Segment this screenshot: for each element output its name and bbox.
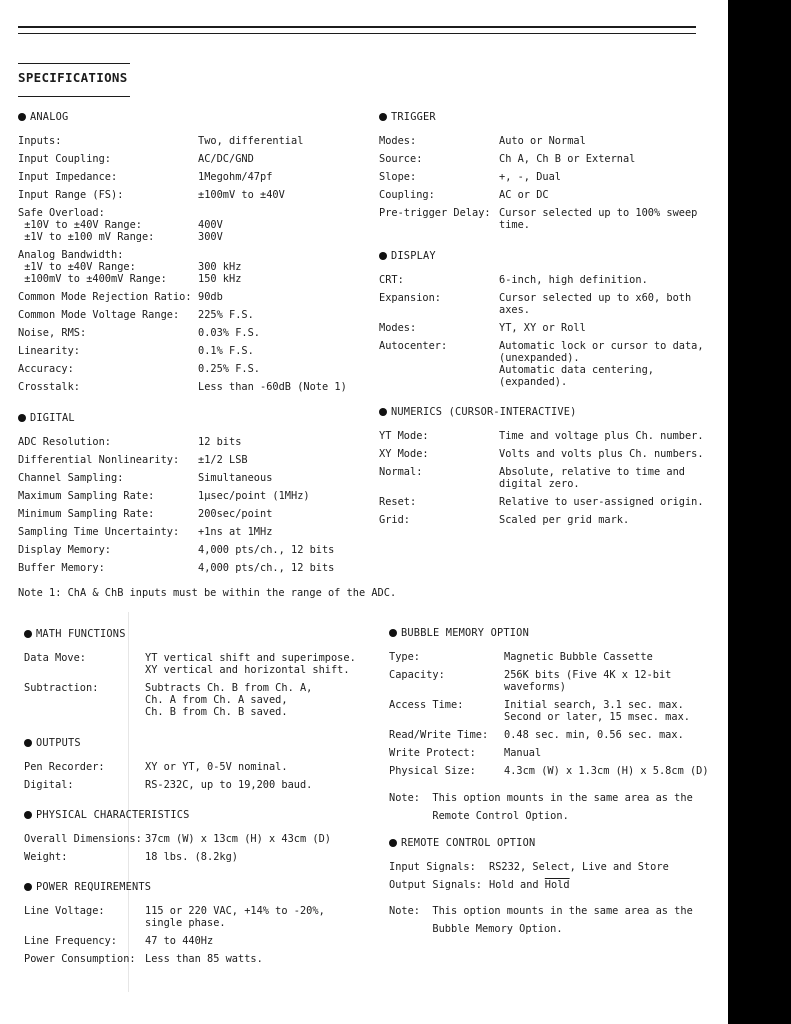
bullet-icon bbox=[24, 630, 32, 638]
bullet-icon bbox=[24, 811, 32, 819]
hold-overline-text: Hold bbox=[544, 879, 570, 891]
spec-label: Common Mode Voltage Range: bbox=[18, 309, 180, 321]
spec-value: 225% F.S. bbox=[198, 309, 254, 321]
spec-row bbox=[379, 171, 697, 183]
analog-heading: ANALOG bbox=[18, 108, 347, 126]
spec-value: 0.48 sec. min, 0.56 sec. max. bbox=[504, 729, 684, 741]
spec-value: 0.03% F.S. bbox=[198, 327, 260, 339]
spec-label: Differential Nonlinearity: bbox=[18, 454, 180, 466]
spec-row bbox=[379, 340, 704, 388]
spec-row bbox=[379, 135, 697, 147]
outputs-rows bbox=[24, 761, 312, 791]
spec-label: Source: bbox=[379, 153, 423, 165]
spec-value: Ch A, Ch B or External bbox=[499, 153, 636, 165]
remote-note: Note: This option mounts in the same area as the Bubble Memory Option. bbox=[389, 905, 693, 935]
spec-value: Absolute, relative to time and digital zero. bbox=[499, 466, 685, 490]
bubble-section bbox=[389, 624, 709, 783]
trigger-heading: TRIGGER bbox=[379, 108, 697, 126]
spec-label: Modes: bbox=[379, 135, 417, 147]
spec-row bbox=[18, 327, 347, 339]
spec-row bbox=[389, 861, 669, 873]
math-rows bbox=[24, 652, 356, 718]
top-rule bbox=[18, 26, 696, 28]
spec-label: Input Coupling: bbox=[18, 153, 111, 165]
bullet-icon bbox=[379, 408, 387, 416]
spec-value: Volts and volts plus Ch. numbers. bbox=[499, 448, 704, 460]
spec-row bbox=[379, 292, 704, 316]
spec-value: 0.25% F.S. bbox=[198, 363, 260, 375]
spec-value: 90db bbox=[198, 291, 223, 303]
spec-label: Input Impedance: bbox=[18, 171, 118, 183]
spec-row bbox=[389, 747, 709, 759]
spec-label: Normal: bbox=[379, 466, 423, 478]
spec-value: Two, differential bbox=[198, 135, 304, 147]
spec-row bbox=[18, 309, 347, 321]
spec-label: Sampling Time Uncertainty: bbox=[18, 526, 180, 538]
spec-row bbox=[24, 905, 325, 929]
spec-label: Noise, RMS: bbox=[18, 327, 87, 339]
spec-label: Power Consumption: bbox=[24, 953, 136, 965]
spec-value: AC/DC/GND bbox=[198, 153, 254, 165]
spec-row bbox=[18, 490, 334, 502]
spec-value: Cursor selected up to 100% sweep time. bbox=[499, 207, 698, 231]
spec-label: Slope: bbox=[379, 171, 417, 183]
spec-row bbox=[18, 171, 347, 183]
spec-label: Weight: bbox=[24, 851, 68, 863]
spec-label: Linearity: bbox=[18, 345, 80, 357]
spec-value: ±1/2 LSB bbox=[198, 454, 248, 466]
spec-label: Pen Recorder: bbox=[24, 761, 105, 773]
outputs-heading: OUTPUTS bbox=[24, 734, 312, 752]
analog-section bbox=[18, 108, 347, 399]
remote-heading: REMOTE CONTROL OPTION bbox=[389, 834, 669, 852]
spec-label: Line Voltage: bbox=[24, 905, 105, 917]
spec-value: Less than -60dB (Note 1) bbox=[198, 381, 347, 393]
spec-label: XY Mode: bbox=[379, 448, 429, 460]
spec-label: Input Signals: bbox=[389, 861, 476, 873]
spec-label: CRT: bbox=[379, 274, 404, 286]
remote-rows bbox=[389, 861, 669, 891]
spec-row bbox=[18, 291, 347, 303]
spec-label: Inputs: bbox=[18, 135, 62, 147]
spec-row bbox=[18, 472, 334, 484]
remote-section bbox=[389, 834, 669, 897]
spec-row bbox=[18, 526, 334, 538]
math-section bbox=[24, 625, 356, 724]
spec-value: 37cm (W) x 13cm (H) x 43cm (D) bbox=[145, 833, 331, 845]
bullet-icon bbox=[18, 113, 26, 121]
spec-value: Magnetic Bubble Cassette bbox=[504, 651, 653, 663]
bullet-icon bbox=[24, 883, 32, 891]
spec-label: Read/Write Time: bbox=[389, 729, 489, 741]
top-rule-inner bbox=[18, 33, 696, 34]
spec-value: Time and voltage plus Ch. number. bbox=[499, 430, 704, 442]
spec-value: Scaled per grid mark. bbox=[499, 514, 630, 526]
bullet-icon bbox=[379, 113, 387, 121]
spec-row bbox=[379, 189, 697, 201]
spec-row bbox=[389, 699, 709, 723]
spec-label: YT Mode: bbox=[379, 430, 429, 442]
bubble-rows bbox=[389, 651, 709, 777]
spec-label: Safe Overload: ±10V to ±40V Range: ±1V to ±100 mV Range: bbox=[18, 207, 155, 243]
bullet-icon bbox=[389, 839, 397, 847]
spec-row bbox=[18, 189, 347, 201]
spec-row bbox=[18, 135, 347, 147]
spec-value: XY or YT, 0-5V nominal. bbox=[145, 761, 288, 773]
digital-rows bbox=[18, 436, 334, 574]
display-rows bbox=[379, 274, 704, 388]
spec-row bbox=[389, 879, 669, 891]
spec-row bbox=[379, 496, 704, 508]
display-section bbox=[379, 247, 704, 394]
spec-row bbox=[24, 652, 356, 676]
bubble-heading: BUBBLE MEMORY OPTION bbox=[389, 624, 709, 642]
spec-row bbox=[389, 669, 709, 693]
spec-value: AC or DC bbox=[499, 189, 549, 201]
analog-rows bbox=[18, 135, 347, 393]
physical-rows bbox=[24, 833, 331, 863]
spec-row bbox=[18, 544, 334, 556]
spec-label: Expansion: bbox=[379, 292, 441, 304]
spec-value: 1µsec/point (1MHz) bbox=[198, 490, 310, 502]
spec-row bbox=[18, 207, 347, 243]
bubble-note: Note: This option mounts in the same area as the Remote Control Option. bbox=[389, 792, 693, 822]
trigger-section bbox=[379, 108, 697, 237]
bullet-icon bbox=[24, 739, 32, 747]
power-heading: POWER REQUIREMENTS bbox=[24, 878, 325, 896]
spec-label: Channel Sampling: bbox=[18, 472, 124, 484]
spec-value: Manual bbox=[504, 747, 542, 759]
numerics-heading: NUMERICS (CURSOR-INTERACTIVE) bbox=[379, 403, 704, 421]
spec-value: Auto or Normal bbox=[499, 135, 586, 147]
spec-label: Accuracy: bbox=[18, 363, 74, 375]
spec-label: Buffer Memory: bbox=[18, 562, 105, 574]
spec-value: 1Megohm/47pf bbox=[198, 171, 273, 183]
numerics-section bbox=[379, 403, 704, 532]
spec-value: 0.1% F.S. bbox=[198, 345, 254, 357]
spec-row bbox=[389, 765, 709, 777]
spec-label: Maximum Sampling Rate: bbox=[18, 490, 155, 502]
spec-value: 6-inch, high definition. bbox=[499, 274, 648, 286]
spec-row bbox=[389, 651, 709, 663]
spec-row bbox=[379, 430, 704, 442]
spec-value: Simultaneous bbox=[198, 472, 273, 484]
bullet-icon bbox=[379, 252, 387, 260]
spec-row bbox=[18, 381, 347, 393]
spec-label: Grid: bbox=[379, 514, 410, 526]
spec-value: RS-232C, up to 19,200 baud. bbox=[145, 779, 313, 791]
spec-row bbox=[379, 207, 697, 231]
spec-label: Display Memory: bbox=[18, 544, 111, 556]
spec-row bbox=[18, 508, 334, 520]
spec-row bbox=[24, 833, 331, 845]
spec-value: Initial search, 3.1 sec. max. Second or later, 15 msec. max. bbox=[504, 699, 690, 723]
title-overline bbox=[18, 63, 130, 64]
spec-value: RS232, Select, Live and Store bbox=[489, 861, 669, 873]
spec-label: ADC Resolution: bbox=[18, 436, 111, 448]
outputs-section bbox=[24, 734, 312, 797]
power-rows bbox=[24, 905, 325, 965]
note-1: Note 1: ChA & ChB inputs must be within the range of the ADC. bbox=[18, 587, 397, 599]
physical-section bbox=[24, 806, 331, 869]
spec-label: Reset: bbox=[379, 496, 417, 508]
spec-row bbox=[24, 935, 325, 947]
spec-value: 4,000 pts/ch., 12 bits bbox=[198, 562, 335, 574]
spec-label: Line Frequency: bbox=[24, 935, 117, 947]
spec-value: +1ns at 1MHz bbox=[198, 526, 273, 538]
spec-row bbox=[18, 436, 334, 448]
spec-row bbox=[18, 249, 347, 285]
spec-value: YT, XY or Roll bbox=[499, 322, 586, 334]
page-title: SPECIFICATIONS bbox=[18, 70, 128, 85]
spec-label: Overall Dimensions: bbox=[24, 833, 142, 845]
spec-value: Automatic lock or cursor to data, (unexpanded). Automatic data centering, (expanded). bbox=[499, 340, 704, 388]
math-heading: MATH FUNCTIONS bbox=[24, 625, 356, 643]
spec-row bbox=[379, 153, 697, 165]
spec-value: 256K bits (Five 4K x 12-bit waveforms) bbox=[504, 669, 672, 693]
spec-row bbox=[24, 851, 331, 863]
spec-label: Pre-trigger Delay: bbox=[379, 207, 491, 219]
spec-label: Data Move: bbox=[24, 652, 86, 664]
spec-label: Minimum Sampling Rate: bbox=[18, 508, 155, 520]
numerics-rows bbox=[379, 430, 704, 526]
scan-black-edge bbox=[728, 0, 791, 1024]
spec-label: Modes: bbox=[379, 322, 417, 334]
spec-value: Less than 85 watts. bbox=[145, 953, 263, 965]
spec-value: YT vertical shift and superimpose. XY vertical and horizontal shift. bbox=[145, 652, 356, 676]
spec-value: 18 lbs. (8.2kg) bbox=[145, 851, 238, 863]
digital-heading: DIGITAL bbox=[18, 409, 334, 427]
physical-heading: PHYSICAL CHARACTERISTICS bbox=[24, 806, 331, 824]
spec-value: +, -, Dual bbox=[499, 171, 561, 183]
spec-label: Input Range (FS): bbox=[18, 189, 124, 201]
spec-value: 300 kHz 150 kHz bbox=[198, 261, 242, 285]
spec-value: Relative to user-assigned origin. bbox=[499, 496, 704, 508]
spec-value: Subtracts Ch. B from Ch. A, Ch. A from Ch. A saved, Ch. B from Ch. B saved. bbox=[145, 682, 313, 718]
spec-row bbox=[379, 448, 704, 460]
spec-value: 400V 300V bbox=[198, 219, 223, 243]
trigger-rows bbox=[379, 135, 697, 231]
spec-row bbox=[24, 953, 325, 965]
spec-row bbox=[18, 562, 334, 574]
spec-row bbox=[24, 779, 312, 791]
bullet-icon bbox=[18, 414, 26, 422]
spec-value: 4.3cm (W) x 1.3cm (H) x 5.8cm (D) bbox=[504, 765, 709, 777]
spec-value: 4,000 pts/ch., 12 bits bbox=[198, 544, 335, 556]
spec-label: Access Time: bbox=[389, 699, 464, 711]
spec-label: Subtraction: bbox=[24, 682, 99, 694]
spec-label: Common Mode Rejection Ratio: bbox=[18, 291, 192, 303]
spec-row bbox=[389, 729, 709, 741]
spec-row bbox=[18, 153, 347, 165]
spec-label: Crosstalk: bbox=[18, 381, 80, 393]
spec-label: Output Signals: bbox=[389, 879, 482, 891]
spec-row bbox=[18, 363, 347, 375]
spec-label: Physical Size: bbox=[389, 765, 476, 777]
spec-value: Cursor selected up to x60, both axes. bbox=[499, 292, 692, 316]
spec-value: 12 bits bbox=[198, 436, 242, 448]
spec-label: Type: bbox=[389, 651, 420, 663]
spec-row bbox=[379, 514, 704, 526]
spec-label: Digital: bbox=[24, 779, 74, 791]
spec-label: Analog Bandwidth: ±1V to ±40V Range: ±100mV to ±400mV Range: bbox=[18, 249, 167, 285]
title-underline bbox=[18, 96, 130, 97]
digital-section bbox=[18, 409, 334, 580]
spec-label: Coupling: bbox=[379, 189, 435, 201]
spec-row bbox=[24, 761, 312, 773]
spec-value: Hold and Hold bbox=[489, 879, 570, 891]
spec-row bbox=[379, 466, 704, 490]
spec-row bbox=[18, 454, 334, 466]
power-section bbox=[24, 878, 325, 971]
spec-row bbox=[24, 682, 356, 718]
spec-value: ±100mV to ±40V bbox=[198, 189, 285, 201]
spec-label: Autocenter: bbox=[379, 340, 448, 352]
display-heading: DISPLAY bbox=[379, 247, 704, 265]
spec-row bbox=[379, 322, 704, 334]
spec-value: 200sec/point bbox=[198, 508, 273, 520]
spec-value: 115 or 220 VAC, +14% to -20%, single phase. bbox=[145, 905, 325, 929]
spec-row bbox=[379, 274, 704, 286]
bullet-icon bbox=[389, 629, 397, 637]
spec-row bbox=[18, 345, 347, 357]
spec-label: Capacity: bbox=[389, 669, 445, 681]
spec-label: Write Protect: bbox=[389, 747, 476, 759]
spec-value: 47 to 440Hz bbox=[145, 935, 214, 947]
